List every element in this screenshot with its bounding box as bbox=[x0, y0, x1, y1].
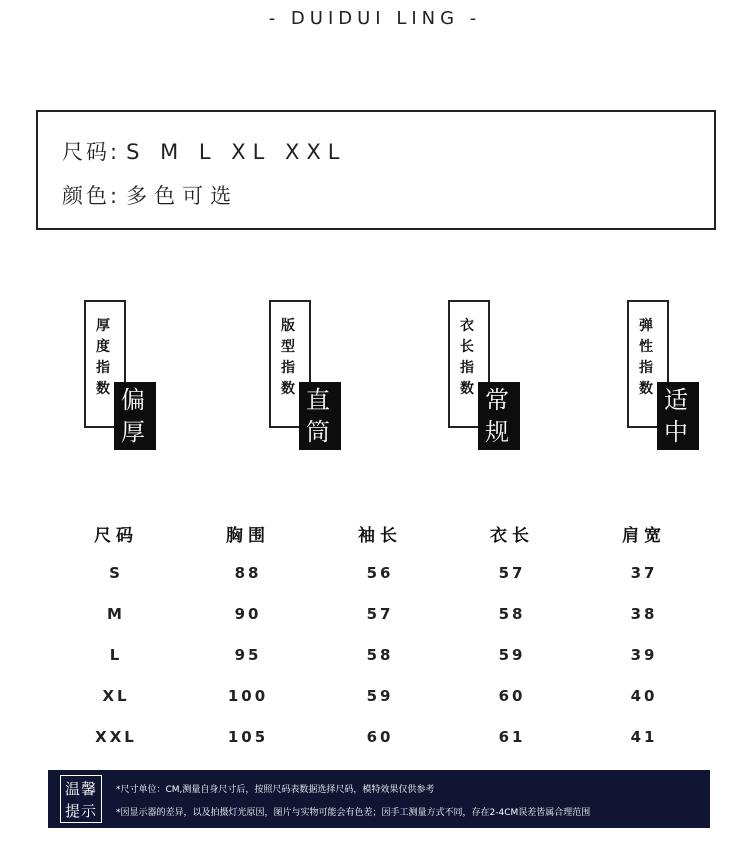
notice-tag bbox=[60, 775, 102, 823]
table-row bbox=[50, 675, 710, 716]
size-chart-table bbox=[50, 514, 710, 757]
header-chest: 胸围 bbox=[226, 525, 270, 546]
index-elasticity bbox=[627, 300, 707, 450]
index-value: 直筒 bbox=[306, 386, 330, 446]
header-length: 衣长 bbox=[490, 525, 534, 546]
table-cell: 40 bbox=[630, 686, 658, 705]
index-label: 版型指数 bbox=[281, 318, 295, 397]
index-value: 常规 bbox=[485, 386, 509, 446]
notice-text: *尺寸单位：CM,测量自身尺寸后，按照尺码表数据选择尺码，模特效果仅供参考 bbox=[116, 785, 435, 795]
header-size: 尺码 bbox=[94, 525, 138, 546]
header-sleeve: 袖长 bbox=[358, 525, 402, 546]
table-cell: 58 bbox=[498, 604, 526, 623]
table-cell: 60 bbox=[366, 727, 394, 746]
table-row bbox=[50, 552, 710, 593]
index-label: 弹性指数 bbox=[639, 318, 653, 397]
table-cell: 90 bbox=[234, 604, 262, 623]
table-row bbox=[50, 634, 710, 675]
table-cell: 59 bbox=[498, 645, 526, 664]
table-cell: 57 bbox=[366, 604, 394, 623]
table-cell: 57 bbox=[498, 563, 526, 582]
notice-banner bbox=[48, 770, 710, 828]
table-cell: 60 bbox=[498, 686, 526, 705]
size-color-info-box bbox=[36, 110, 716, 230]
index-thickness bbox=[84, 300, 164, 450]
table-header-row bbox=[50, 514, 710, 552]
table-cell: S bbox=[109, 563, 123, 582]
table-cell: 56 bbox=[366, 563, 394, 582]
table-cell: XL bbox=[102, 686, 130, 705]
color-value: 多色可选 bbox=[126, 184, 239, 208]
table-cell: M bbox=[107, 604, 125, 623]
index-length bbox=[448, 300, 528, 450]
color-line bbox=[62, 180, 238, 210]
brand-title: - DUIDUI LING - bbox=[268, 8, 482, 29]
color-label: 颜色: bbox=[62, 184, 121, 208]
table-cell: 39 bbox=[630, 645, 658, 664]
table-row bbox=[50, 716, 710, 757]
table-cell: 61 bbox=[498, 727, 526, 746]
index-value-block bbox=[114, 382, 156, 450]
table-cell: 59 bbox=[366, 686, 394, 705]
index-value: 适中 bbox=[664, 386, 688, 446]
index-value-block bbox=[478, 382, 520, 450]
table-cell: XXL bbox=[95, 727, 137, 746]
notice-tag-line: 温馨 bbox=[65, 780, 98, 798]
table-cell: 58 bbox=[366, 645, 394, 664]
size-line bbox=[62, 136, 347, 166]
table-cell: 38 bbox=[630, 604, 658, 623]
table-cell: 105 bbox=[227, 727, 269, 746]
index-label: 厚度指数 bbox=[96, 318, 110, 397]
notice-tag-line: 提示 bbox=[65, 802, 98, 820]
index-value-block bbox=[657, 382, 699, 450]
index-value: 偏厚 bbox=[121, 386, 145, 446]
index-fit bbox=[269, 300, 349, 450]
table-row bbox=[50, 593, 710, 634]
size-label: 尺码: bbox=[62, 140, 121, 164]
table-cell: 95 bbox=[234, 645, 262, 664]
header-shoulder: 肩宽 bbox=[622, 525, 666, 546]
index-label: 衣长指数 bbox=[460, 318, 474, 397]
index-value-block bbox=[299, 382, 341, 450]
table-cell: L bbox=[109, 645, 123, 664]
table-cell: 37 bbox=[630, 563, 658, 582]
table-cell: 41 bbox=[630, 727, 658, 746]
notice-text: *因显示器的差异，以及拍摄灯光原因，图片与实物可能会有色差；因手工测量方式不同，存在2-4CM误差皆属合理范围 bbox=[116, 808, 591, 818]
size-values: S M L XL XXL bbox=[126, 140, 347, 164]
table-cell: 100 bbox=[227, 686, 269, 705]
table-cell: 88 bbox=[234, 563, 262, 582]
